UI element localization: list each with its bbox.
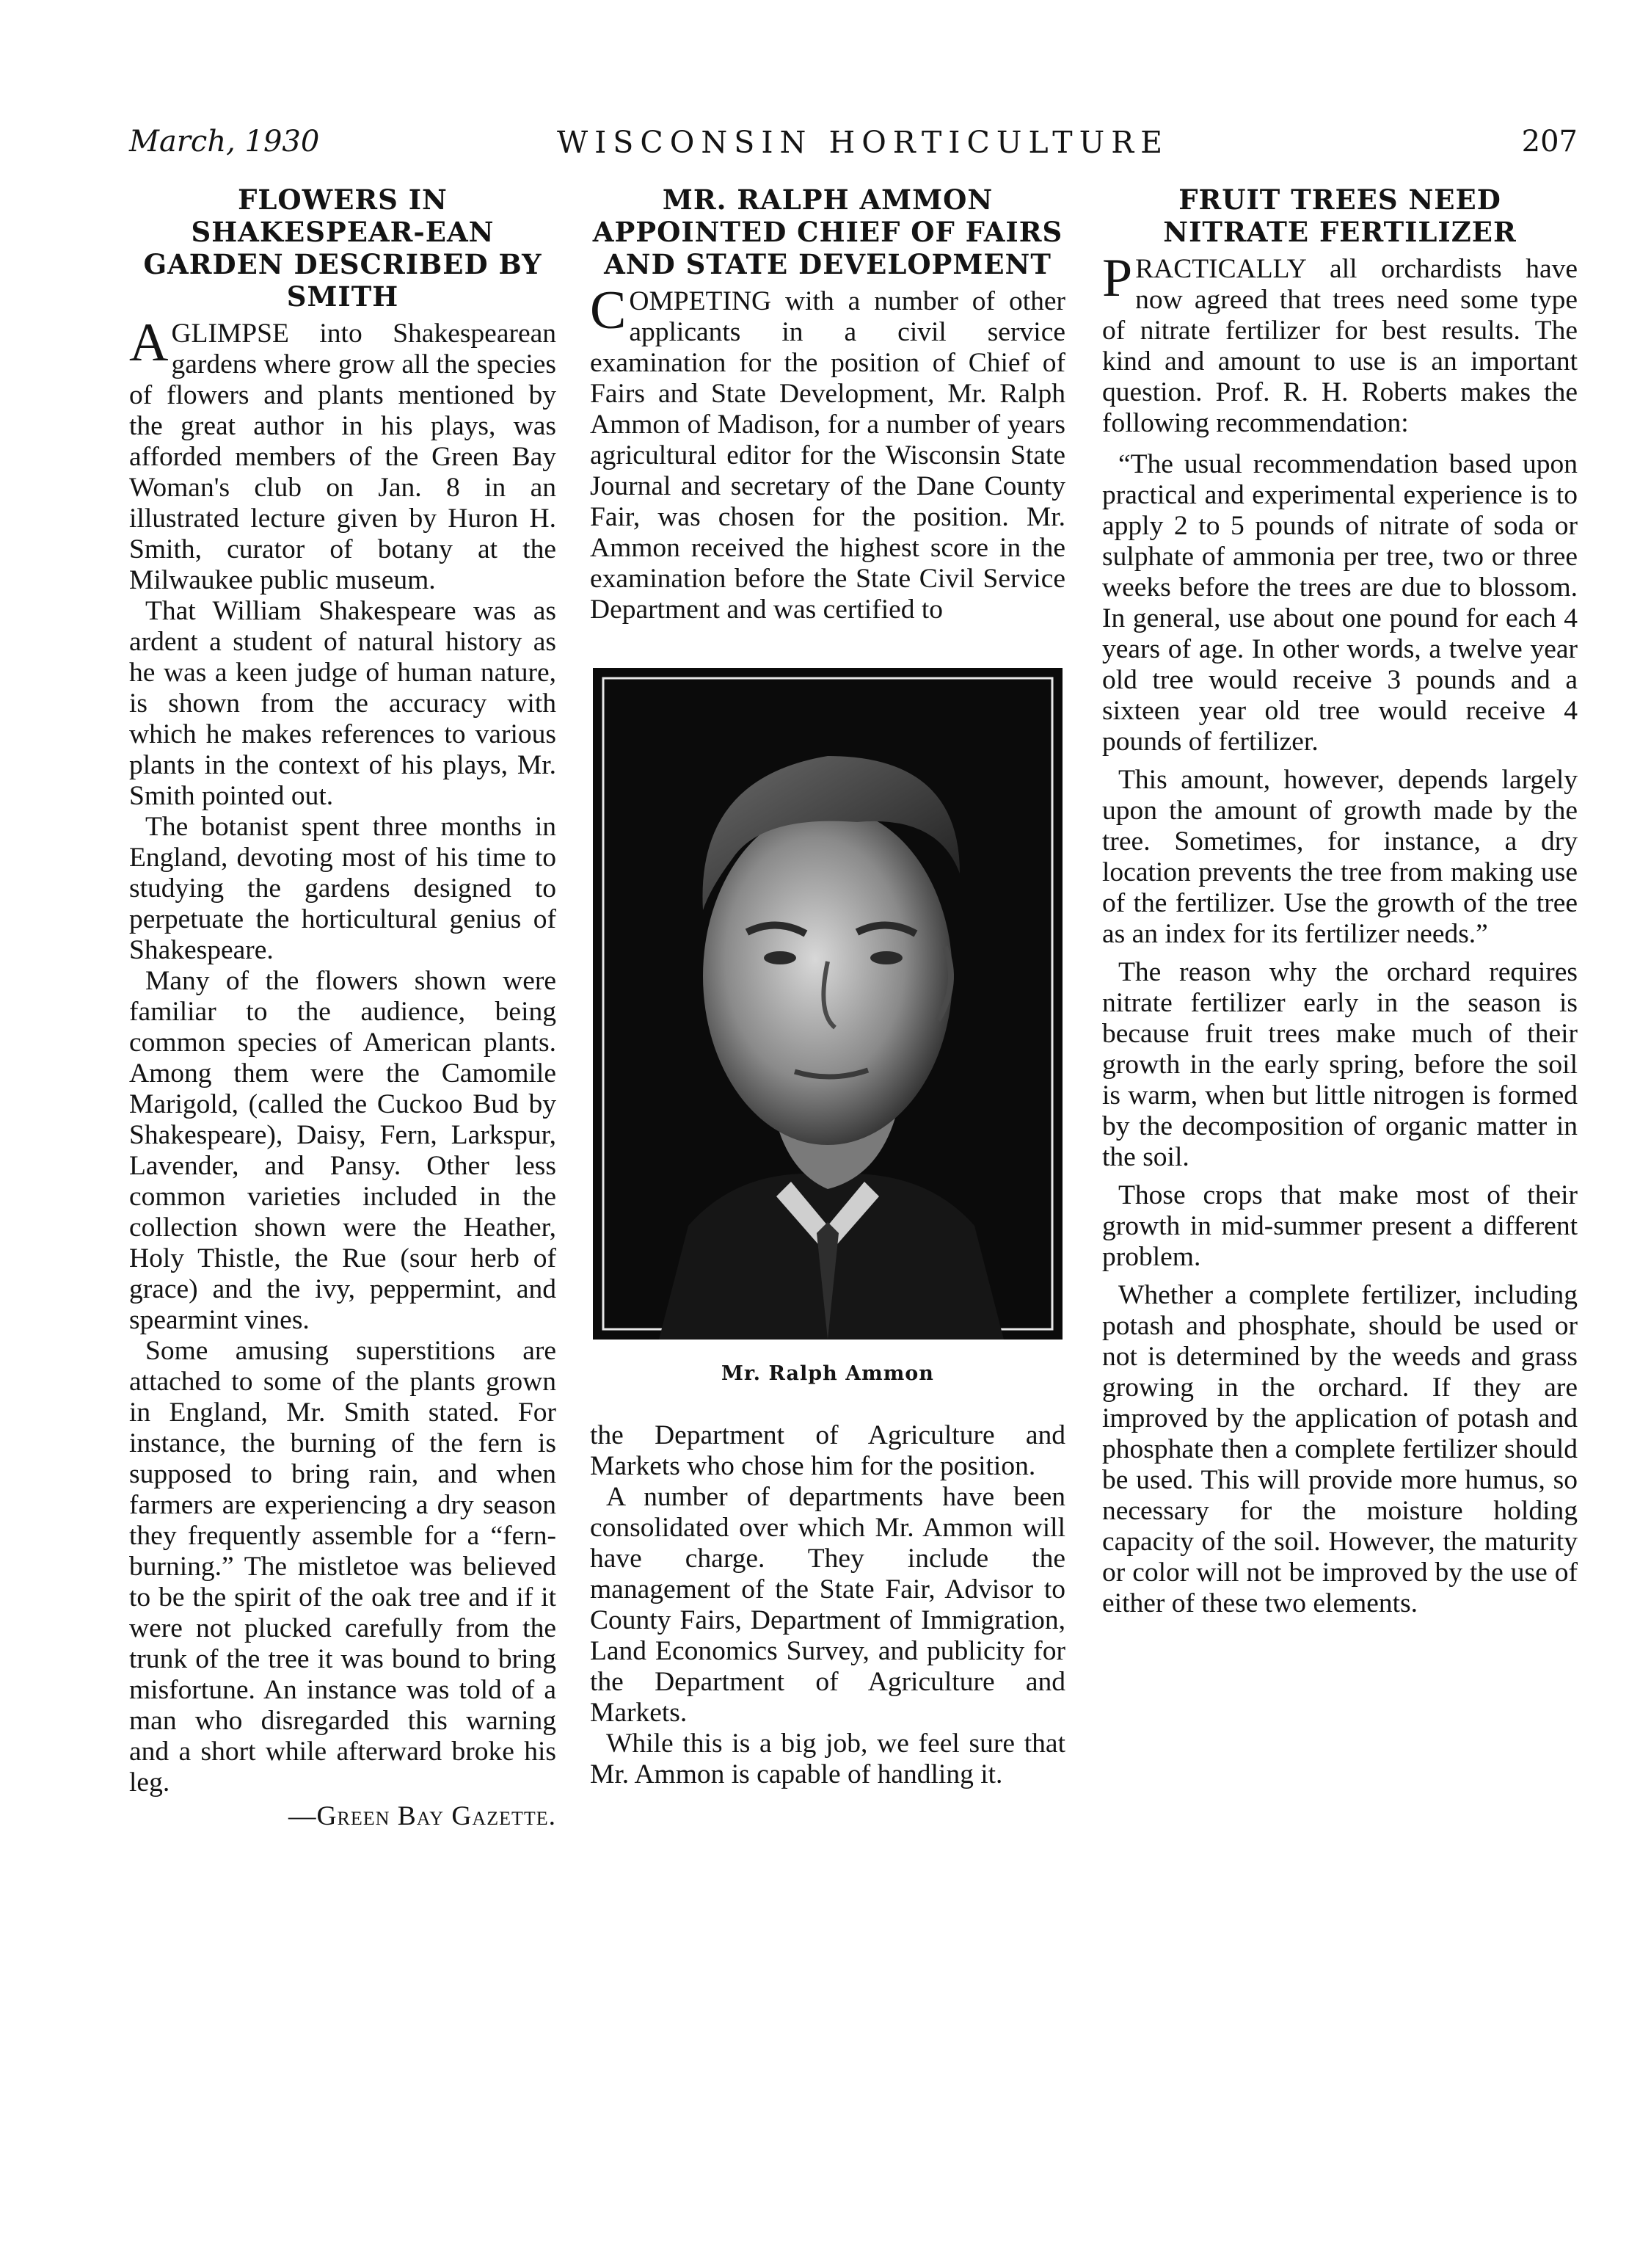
- portrait-photo: [593, 668, 1063, 1340]
- article-paragraph: While this is a big job, we feel sure that Mr. Ammon is capable of handling it.: [590, 1729, 1065, 1789]
- article-paragraph: The botanist spent three months in England, devoting most of his time to studying the gardens designed to perpetuate the horticultural genius of Shakespeare.: [129, 812, 556, 965]
- drop-cap: A: [129, 313, 169, 373]
- article-paragraph: Whether a complete fertilizer, including potash and phosphate, should be used or not is determined by the weeds and grass growing in the orchard. If they are improved by the application of potash and phosphate then a complete fertilizer should be used. This will provide more humus, so necessary for the moisture holding capacity of the soil. However, the maturity or color will not be improved by the use of either of these two elements.: [1102, 1280, 1578, 1618]
- column-middle: [590, 183, 1065, 1790]
- drop-cap: P: [1102, 248, 1133, 308]
- article-paragraph: COMPETING with a number of other applicants in a civil service examination for the position of Chief of Fairs and State Development, Mr. Ralph Ammon of Madison, for a number of years agricultural editor for the Wisconsin State Journal and secretary of the Dane County Fair, was chosen for the position. Mr. Ammon received the highest score in the examination before the State Civil Service Department and was certified to: [590, 280, 1065, 625]
- portrait-image: [593, 668, 1063, 1340]
- column-left: [129, 183, 556, 1832]
- article-paragraph: Many of the flowers shown were familiar to the audience, being common species of American plants. Among them were the Camomile Marigold, (called the Cuckoo Bud by Shakespeare), Daisy, Fern, Larkspur, Lavender, and Pansy. Other less common varieties included in the collection shown were the Heather, Holy Thistle, the Rue (sour herb of grace) and the ivy, peppermint, and spearmint vines.: [129, 966, 556, 1335]
- article-paragraph: the Department of Agriculture and Markets who chose him for the position.: [590, 1420, 1065, 1481]
- source-signature: —Green Bay Gazette.: [288, 1801, 556, 1831]
- article-paragraph: Those crops that make most of their growth in mid-summer present a different problem.: [1102, 1180, 1578, 1272]
- photo-caption: Mr. Ralph Ammon: [721, 1362, 934, 1385]
- article-title-shakespeare: FLOWERS IN SHAKESPEAR-EAN GARDEN DESCRIBED BY SMITH: [143, 183, 542, 313]
- article-title-fertilizer: FRUIT TREES NEED NITRATE FERTILIZER: [1163, 183, 1517, 248]
- article-paragraph: The reason why the orchard requires nitrate fertilizer early in the season is because fruit trees make much of their growth in the early spring, before the soil is warm, when but little nitrogen is formed by the decomposition of organic matter in the soil.: [1102, 957, 1578, 1172]
- article-paragraph: PRACTICALLY all orchardists have now agreed that trees need some type of nitrate fertilizer for best results. The kind and amount to use is an important question. Prof. R. H. Roberts makes the following recommendation:: [1102, 248, 1578, 438]
- article-paragraph: “The usual recommendation based upon practical and experimental experience is to apply 2 to 5 pounds of nitrate of soda or sulphate of ammonia per tree, two or three weeks before the trees are due to blossom. In general, use about one pound for each 4 years of age. In other words, a twelve year old tree would receive 3 pounds and a sixteen year old tree would receive 4 pounds of fertilizer.: [1102, 449, 1578, 757]
- running-header: [129, 125, 1578, 169]
- issue-date: March, 1930: [129, 125, 320, 159]
- article-title-ammon: MR. RALPH AMMON APPOINTED CHIEF OF FAIRS AND STATE DEVELOPMENT: [592, 183, 1063, 280]
- drop-cap: C: [590, 280, 627, 341]
- magazine-title: WISCONSIN HORTICULTURE: [556, 125, 1170, 160]
- page-number: 207: [1521, 125, 1578, 159]
- article-paragraph: That William Shakespeare was as ardent a student of natural history as he was a keen judge of human nature, is shown from the accuracy with which he makes references to various plants in the context of his plays, Mr. Smith pointed out.: [129, 596, 556, 811]
- article-paragraph: A number of departments have been consolidated over which Mr. Ammon will have charge. They include the management of the State Fair, Advisor to County Fairs, Department of Immigration, Land Economics Survey, and publicity for the Department of Agriculture and Markets.: [590, 1482, 1065, 1728]
- article-paragraph: AGLIMPSE into Shakespearean gardens where grow all the species of flowers and plants mentioned by the great author in his plays, was afforded members of the Green Bay Woman's club on Jan. 8 in an illustrated lecture given by Huron H. Smith, curator of botany at the Milwaukee public museum.: [129, 313, 556, 595]
- article-paragraph: This amount, however, depends largely upon the amount of growth made by the tree. Sometimes, for instance, a dry location prevents the tree from making use of the fertilizer. Use the growth of the tree as an index for its fertilizer needs.”: [1102, 765, 1578, 949]
- column-right: [1102, 183, 1578, 1619]
- article-paragraph: Some amusing superstitions are attached to some of the plants grown in England, Mr. Smith stated. For instance, the burning of the fern is supposed to bring rain, and when farmers are experiencing a dry season they frequently assemble for a “fern-burning.” The mistletoe was believed to be the spirit of the oak tree and if it were not plucked carefully from the trunk of the tree it was bound to bring misfortune. An instance was told of a man who disregarded this warning and a short while afterward broke his leg.: [129, 1336, 556, 1798]
